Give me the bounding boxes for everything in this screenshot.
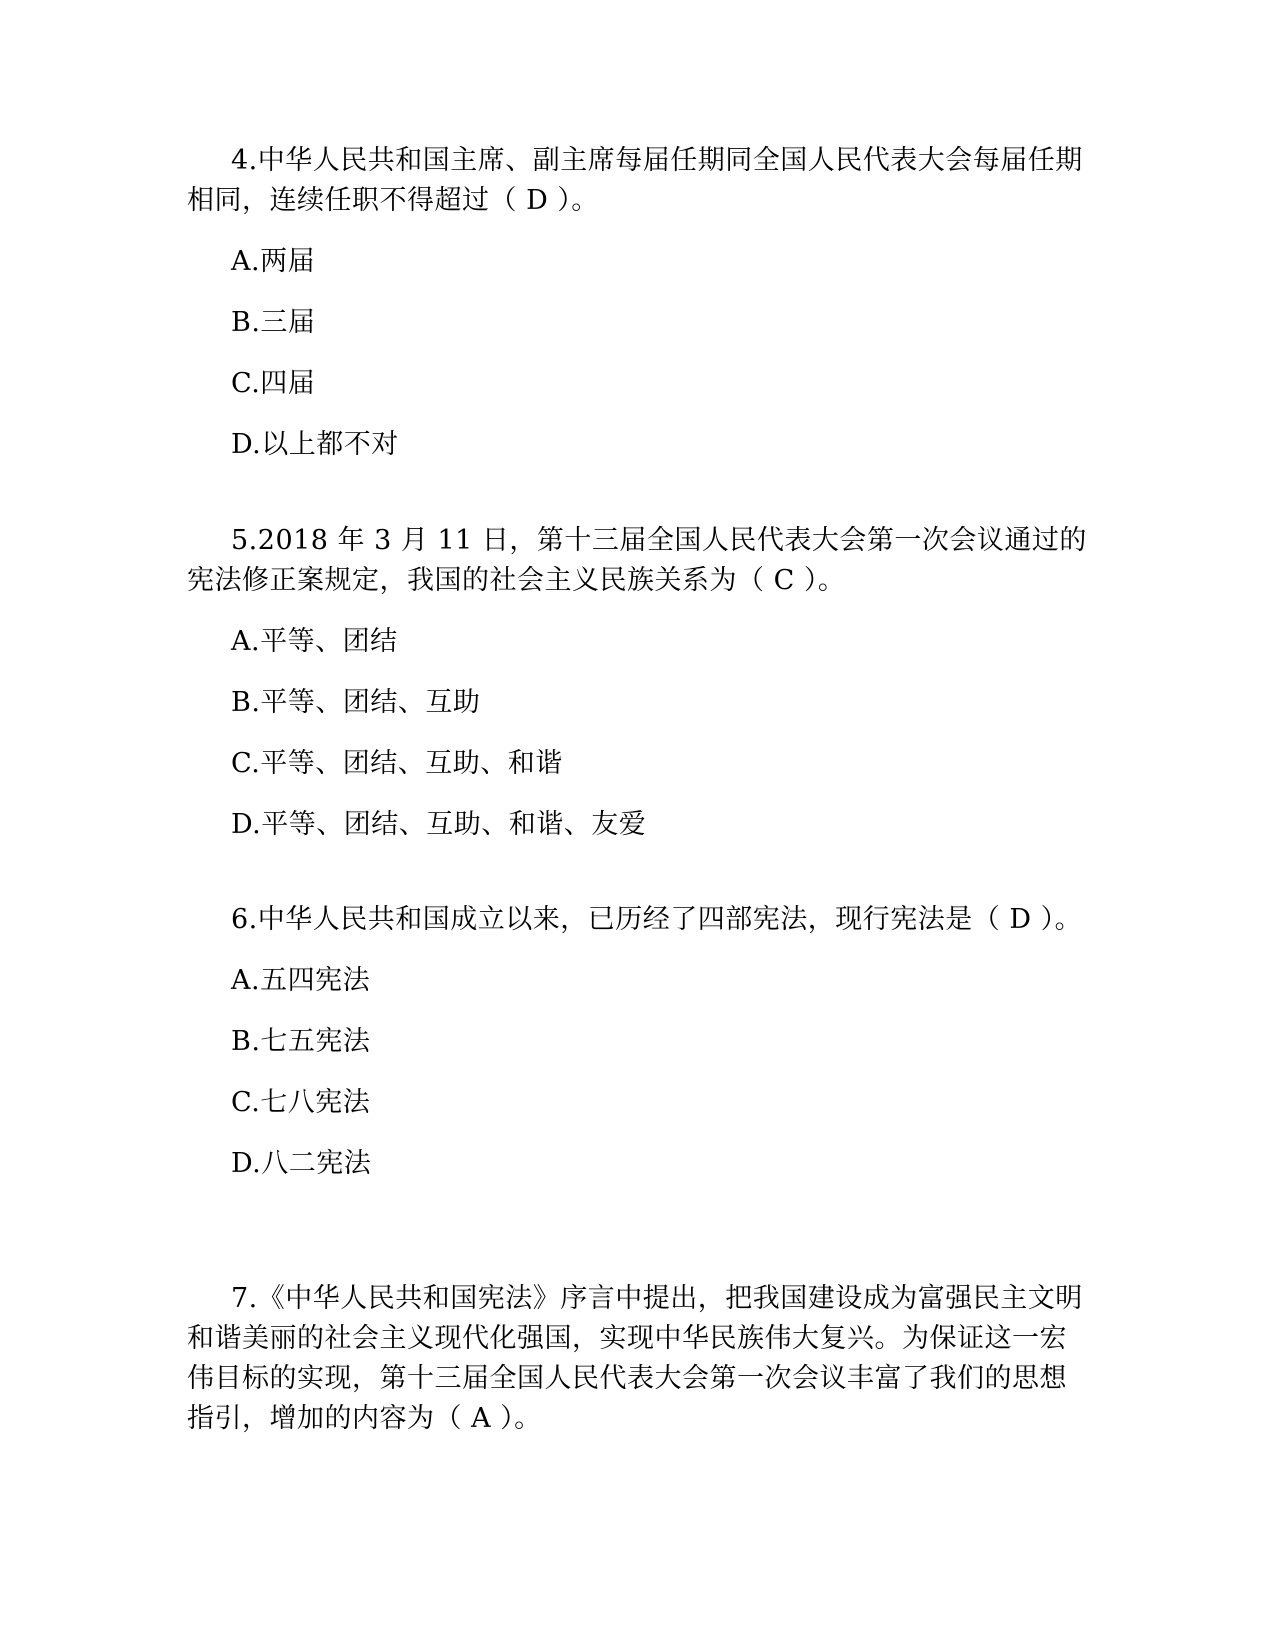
option-c: C.七八宪法 xyxy=(231,1087,371,1118)
option-b: B.七五宪法 xyxy=(231,1026,371,1057)
option-c: C.平等、团结、互助、和谐 xyxy=(231,748,563,779)
option-b: B.三届 xyxy=(231,307,316,338)
question-7 xyxy=(187,1279,1087,1439)
option-d: D.平等、团结、互助、和谐、友爱 xyxy=(231,809,647,840)
option-list xyxy=(187,622,1087,845)
question-stem: 5.2018 年 3 月 11 日，第十三届全国人民代表大会第一次会议通过的宪法修正案规定，我国的社会主义民族关系为（ C ）。 xyxy=(187,525,1087,596)
option-a: A.平等、团结 xyxy=(231,626,398,657)
option-list xyxy=(187,961,1087,1184)
option-c: C.四届 xyxy=(231,368,316,399)
question-stem: 4.中华人民共和国主席、副主席每届任期同全国人民代表大会每届任期相同，连续任职不得超过（ D ）。 xyxy=(187,145,1083,216)
question-6 xyxy=(187,900,1087,1184)
option-d: D.以上都不对 xyxy=(231,429,399,460)
question-4 xyxy=(187,141,1087,465)
question-stem: 6.中华人民共和国成立以来，已历经了四部宪法，现行宪法是（ D ）。 xyxy=(231,904,1083,935)
option-a: A.两届 xyxy=(231,246,316,277)
option-a: A.五四宪法 xyxy=(231,965,371,996)
question-5 xyxy=(187,521,1087,845)
option-list xyxy=(187,242,1087,465)
option-b: B.平等、团结、互助 xyxy=(231,687,481,718)
option-d: D.八二宪法 xyxy=(231,1148,372,1179)
question-stem: 7.《中华人民共和国宪法》序言中提出，把我国建设成为富强民主文明和谐美丽的社会主义现代化强国，实现中华民族伟大复兴。为保证这一宏伟目标的实现，第十三届全国人民代表大会第一次会议丰富了我们的思想指引，增加的内容为（ A ）。 xyxy=(187,1283,1083,1434)
